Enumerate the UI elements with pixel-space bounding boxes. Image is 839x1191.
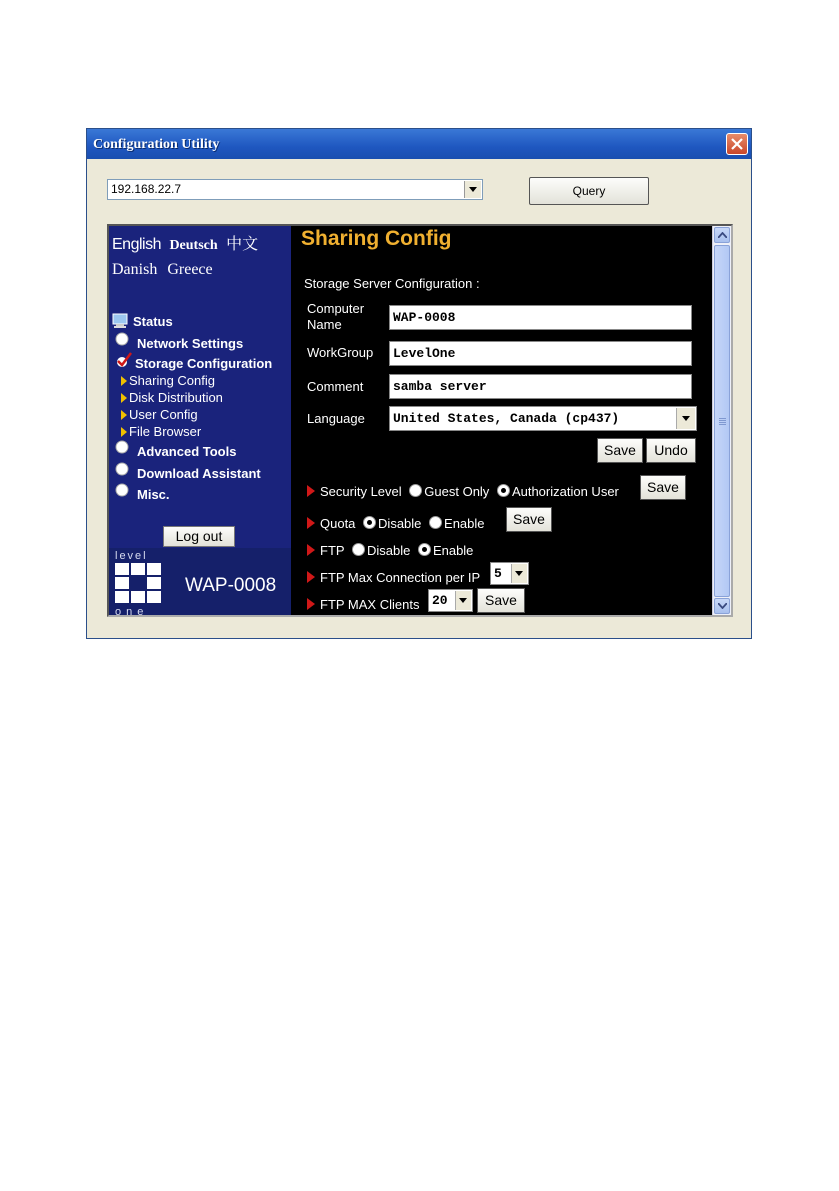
chevron-down-icon xyxy=(469,187,477,192)
computer-name-label: Computer Name xyxy=(307,301,365,332)
sidebar-item-network-settings[interactable] xyxy=(115,336,243,351)
title-bar[interactable] xyxy=(87,129,751,159)
sidebar-subitem-label: Sharing Config xyxy=(129,373,215,388)
language-row-1 xyxy=(112,231,262,254)
chevron-down-icon xyxy=(682,416,690,421)
ftp-row xyxy=(307,543,473,558)
computer-name-input[interactable]: WAP-0008 xyxy=(389,305,692,330)
arrow-right-icon xyxy=(307,598,315,610)
configuration-utility-window xyxy=(86,128,752,639)
security-level-label: Security Level xyxy=(320,484,402,499)
sidebar-subitem-sharing-config[interactable] xyxy=(121,373,215,388)
workgroup-label: WorkGroup xyxy=(307,345,374,360)
quota-disable-label: Disable xyxy=(378,516,422,531)
quota-label: Quota xyxy=(320,516,356,531)
sidebar xyxy=(109,226,291,615)
arrow-right-icon xyxy=(307,544,315,556)
sidebar-subitem-disk-distribution[interactable] xyxy=(121,390,223,405)
ftp-enable-label: Enable xyxy=(432,543,474,558)
comment-input[interactable]: samba server xyxy=(389,374,692,399)
sidebar-item-advanced-tools[interactable] xyxy=(115,444,236,459)
main-content xyxy=(291,226,713,615)
bullet-icon xyxy=(115,440,129,454)
ftp-max-connection-row xyxy=(307,570,480,585)
sidebar-item-download-assistant[interactable] xyxy=(115,466,261,481)
arrow-right-icon xyxy=(307,517,315,529)
ftp-label: FTP xyxy=(320,543,345,558)
lang-english-link[interactable]: English xyxy=(112,236,161,253)
sidebar-item-status[interactable] xyxy=(112,314,173,329)
query-button[interactable]: Query xyxy=(529,177,649,205)
save-button[interactable]: Save xyxy=(597,438,643,463)
arrow-right-icon xyxy=(121,427,127,437)
ftp-max-clients-dropdown[interactable] xyxy=(455,591,471,610)
quota-disable-radio[interactable] xyxy=(363,516,376,529)
svg-text:level: level xyxy=(115,550,148,562)
workgroup-input[interactable]: LevelOne xyxy=(389,341,692,366)
lang-chinese-link[interactable]: 中文 xyxy=(226,236,259,253)
quota-enable-label: Enable xyxy=(444,516,485,531)
sidebar-item-label: Network Settings xyxy=(137,336,244,351)
undo-button[interactable]: Undo xyxy=(646,438,696,463)
sidebar-subitem-label: File Browser xyxy=(129,424,202,439)
ftp-max-connection-select[interactable] xyxy=(490,562,529,585)
arrow-right-icon xyxy=(307,485,315,497)
guest-only-label: Guest Only xyxy=(424,484,490,499)
ftp-max-clients-select[interactable] xyxy=(428,589,473,612)
monitor-icon xyxy=(112,313,129,328)
sidebar-item-label: Storage Configuration xyxy=(135,356,273,371)
language-select-value: United States, Canada (cp437) xyxy=(393,411,620,426)
language-select[interactable] xyxy=(389,406,697,431)
arrow-right-icon xyxy=(121,393,127,403)
quota-enable-radio[interactable] xyxy=(429,516,442,529)
chevron-down-icon xyxy=(718,603,727,609)
levelone-logo-icon xyxy=(115,550,179,616)
ftp-save-button[interactable]: Save xyxy=(477,588,525,613)
sidebar-subitem-label: Disk Distribution xyxy=(129,390,223,405)
sidebar-subitem-file-browser[interactable] xyxy=(121,424,201,439)
ftp-max-clients-label: FTP MAX Clients xyxy=(320,597,420,612)
ftp-max-clients-row xyxy=(307,597,419,612)
sidebar-item-label: Status xyxy=(133,314,173,329)
language-row-2 xyxy=(112,261,219,279)
checkmark-icon xyxy=(115,352,133,368)
ftp-max-clients-value: 20 xyxy=(432,593,448,608)
browser-frame xyxy=(107,224,733,617)
sidebar-item-label: Misc. xyxy=(137,487,170,502)
close-icon xyxy=(731,138,743,150)
quota-row xyxy=(307,516,485,531)
window-title: Configuration Utility xyxy=(93,137,220,152)
bullet-icon xyxy=(115,332,129,346)
lang-danish-link[interactable]: Danish xyxy=(112,261,158,278)
chevron-down-icon xyxy=(515,571,523,576)
authorization-user-radio[interactable] xyxy=(497,484,510,497)
ftp-max-connection-dropdown[interactable] xyxy=(511,564,527,583)
sidebar-item-label: Download Assistant xyxy=(137,466,261,481)
sidebar-item-misc[interactable] xyxy=(115,487,170,502)
logo-model-name: WAP-0008 xyxy=(185,575,277,596)
quota-save-button[interactable]: Save xyxy=(506,507,552,532)
scroll-thumb[interactable] xyxy=(714,245,730,597)
ftp-disable-radio[interactable] xyxy=(352,543,365,556)
svg-text:one: one xyxy=(115,606,149,616)
arrow-right-icon xyxy=(121,410,127,420)
ftp-disable-label: Disable xyxy=(366,543,411,558)
scroll-up-button[interactable] xyxy=(714,227,730,243)
bullet-icon xyxy=(115,462,129,476)
guest-only-radio[interactable] xyxy=(409,484,422,497)
arrow-right-icon xyxy=(121,376,127,386)
close-button[interactable] xyxy=(726,133,748,155)
comment-label: Comment xyxy=(307,379,364,394)
language-dropdown-button[interactable] xyxy=(676,408,695,429)
ftp-max-connection-label: FTP Max Connection per IP xyxy=(320,570,481,585)
sidebar-subitem-user-config[interactable] xyxy=(121,407,198,422)
security-level-row xyxy=(307,484,619,499)
chevron-up-icon xyxy=(718,232,727,238)
ftp-enable-radio[interactable] xyxy=(418,543,431,556)
ip-address-combobox[interactable] xyxy=(107,179,483,200)
sidebar-item-label: Advanced Tools xyxy=(137,444,237,459)
sidebar-item-storage-configuration[interactable] xyxy=(115,356,272,371)
language-label: Language xyxy=(307,411,365,426)
levelone-logo xyxy=(109,548,291,617)
sidebar-subitem-label: User Config xyxy=(129,407,198,422)
bullet-icon xyxy=(115,483,129,497)
vertical-scrollbar[interactable] xyxy=(712,226,731,615)
chevron-down-icon xyxy=(459,598,467,603)
lang-greece-link[interactable]: Greece xyxy=(167,261,213,278)
lang-deutsch-link[interactable]: Deutsch xyxy=(169,238,218,253)
security-save-button[interactable]: Save xyxy=(640,475,686,500)
logout-button[interactable]: Log out xyxy=(163,526,235,547)
scroll-down-button[interactable] xyxy=(714,598,730,614)
ip-address-value: 192.168.22.7 xyxy=(111,182,182,196)
authorization-user-label: Authorization User xyxy=(511,484,619,499)
section-subtitle: Storage Server Configuration : xyxy=(304,276,480,291)
ip-dropdown-button[interactable] xyxy=(464,181,481,198)
arrow-right-icon xyxy=(307,571,315,583)
page-title: Sharing Config xyxy=(301,227,452,250)
ftp-max-connection-value: 5 xyxy=(494,566,502,581)
